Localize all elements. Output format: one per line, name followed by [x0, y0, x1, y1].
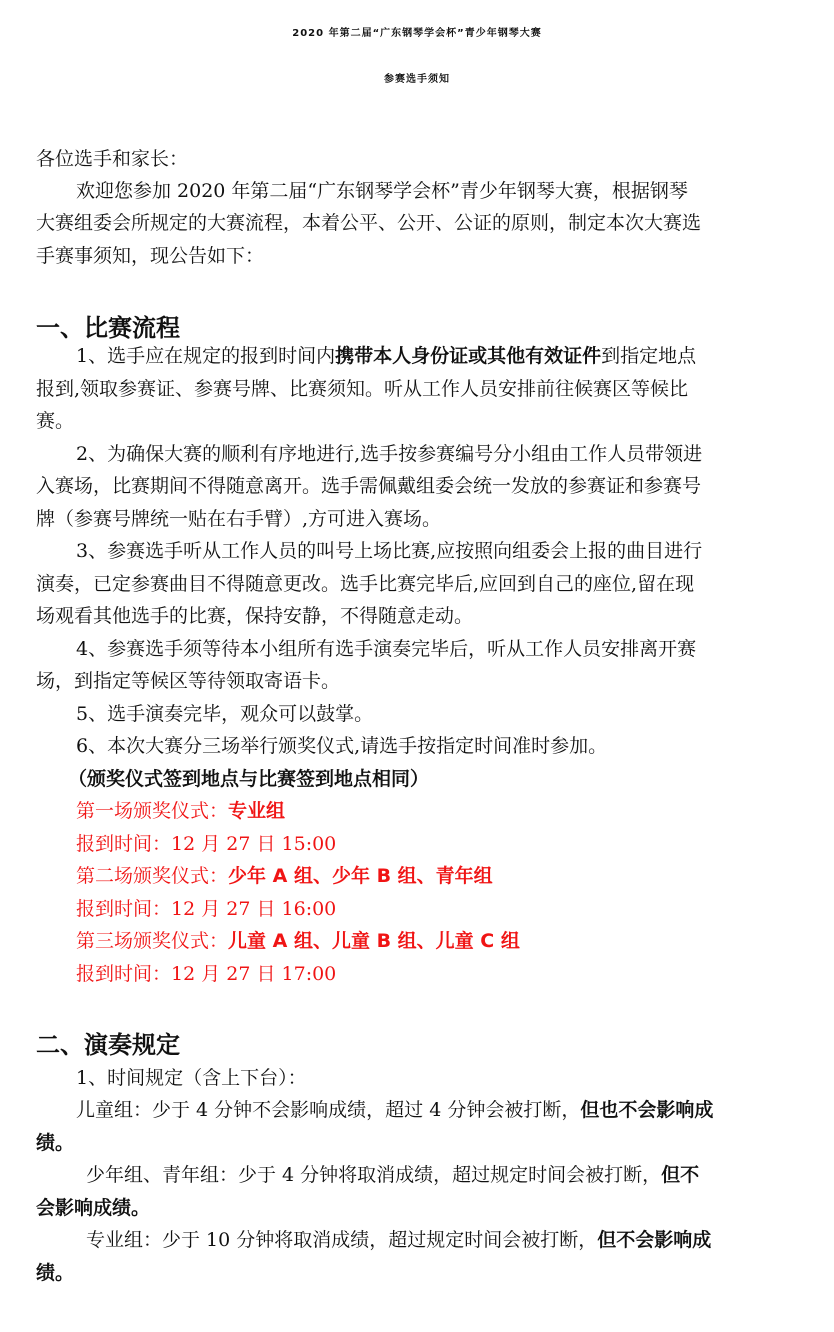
item6: 6、本次大赛分三场举行颁奖仪式,请选手按指定时间准时参加。 [76, 735, 608, 757]
item1-post: 到指定地点 [601, 345, 697, 367]
youth-rule-bold: 但不 [661, 1164, 700, 1186]
intro-line-2: 大赛组委会所规定的大赛流程，本着公平、公开、公证的原则，制定本次大赛选 [36, 212, 702, 234]
intro-line-1: 欢迎您参加 2020 年第二届“广东钢琴学会杯”青少年钢琴大赛，根据钢琴 [76, 180, 688, 202]
item1-line-1 [76, 340, 696, 372]
ceremony-2-groups: 少年 A 组、少年 B 组、青年组 [228, 865, 493, 887]
youth-rule-line-1 [86, 1159, 699, 1191]
item3-line-2: 演奏，已定参赛曲目不得随意更改。选手比赛完毕后,应回到自己的座位,留在现 [36, 573, 695, 595]
children-rule-bold: 但也不会影响成 [580, 1099, 714, 1121]
item3-line-1: 3、参赛选手听从工作人员的叫号上场比赛,应按照向组委会上报的曲目进行 [76, 540, 703, 562]
youth-rule-text: 少年组、青年组：少于 4 分钟将取消成绩，超过规定时间会被打断， [86, 1164, 662, 1186]
rule1: 1、时间规定（含上下台）： [76, 1067, 307, 1089]
item5: 5、选手演奏完毕，观众可以鼓掌。 [76, 703, 374, 725]
item4-line-2: 场，到指定等候区等待领取寄语卡。 [36, 670, 341, 692]
intro-line-3: 手赛事须知，现公告如下： [36, 245, 265, 267]
item2-line-2: 入赛场，比赛期间不得随意离开。选手需佩戴组委会统一发放的参赛证和参赛号 [36, 475, 702, 497]
ceremony-3-time: 报到时间：12 月 27 日 17:00 [76, 963, 337, 985]
children-rule-text: 儿童组：少于 4 分钟不会影响成绩，超过 4 分钟会被打断， [76, 1099, 581, 1121]
ceremony-1-groups: 专业组 [228, 800, 286, 822]
item1-pre: 1、选手应在规定的报到时间内 [76, 345, 336, 367]
section1-heading: 一、比赛流程 [36, 314, 180, 342]
youth-rule-line-2: 会影响成绩。 [36, 1197, 151, 1219]
item3-line-3: 场观看其他选手的比赛，保持安静，不得随意走动。 [36, 605, 474, 627]
item1-line-2: 报到,领取参赛证、参赛号牌、比赛须知。听从工作人员安排前往候赛区等候比 [36, 378, 689, 400]
ceremony-3-groups: 儿童 A 组、儿童 B 组、儿童 C 组 [228, 930, 520, 952]
ceremony-1-time: 报到时间：12 月 27 日 15:00 [76, 833, 337, 855]
item2-line-1: 2、为确保大赛的顺利有序地进行,选手按参赛编号分小组由工作人员带领进 [76, 443, 703, 465]
pro-rule-bold: 但不会影响成 [597, 1229, 712, 1251]
pro-rule-line-1 [86, 1224, 711, 1256]
document-title-line1: 2020 年第二届“广东钢琴学会杯”青少年钢琴大赛 [292, 28, 542, 39]
ceremony-2-name: 第二场颁奖仪式： [76, 865, 229, 887]
ceremony-note: （颁奖仪式签到地点与比赛签到地点相同） [68, 768, 430, 790]
ceremony-2-time: 报到时间：12 月 27 日 16:00 [76, 898, 337, 920]
pro-rule-text: 专业组：少于 10 分钟将取消成绩，超过规定时间会被打断， [86, 1229, 598, 1251]
item1-line-3: 赛。 [36, 410, 75, 432]
item1-bold: 携带本人身份证或其他有效证件 [335, 345, 602, 367]
document-title-line2: 参赛选手须知 [384, 74, 450, 85]
ceremony-1-name: 第一场颁奖仪式： [76, 800, 229, 822]
children-rule-line-1 [76, 1094, 713, 1126]
item4-line-1: 4、参赛选手须等待本小组所有选手演奏完毕后，听从工作人员安排离开赛 [76, 638, 697, 660]
pro-rule-line-2: 绩。 [36, 1262, 75, 1284]
section2-heading: 二、演奏规定 [36, 1031, 180, 1059]
item2-line-3: 牌（参赛号牌统一贴在右手臂）,方可进入赛场。 [36, 508, 442, 530]
ceremony-2-label [76, 860, 493, 892]
children-rule-line-2: 绩。 [36, 1132, 75, 1154]
greeting: 各位选手和家长： [36, 148, 189, 170]
ceremony-3-label [76, 925, 520, 957]
ceremony-1-label [76, 795, 285, 827]
ceremony-3-name: 第三场颁奖仪式： [76, 930, 229, 952]
